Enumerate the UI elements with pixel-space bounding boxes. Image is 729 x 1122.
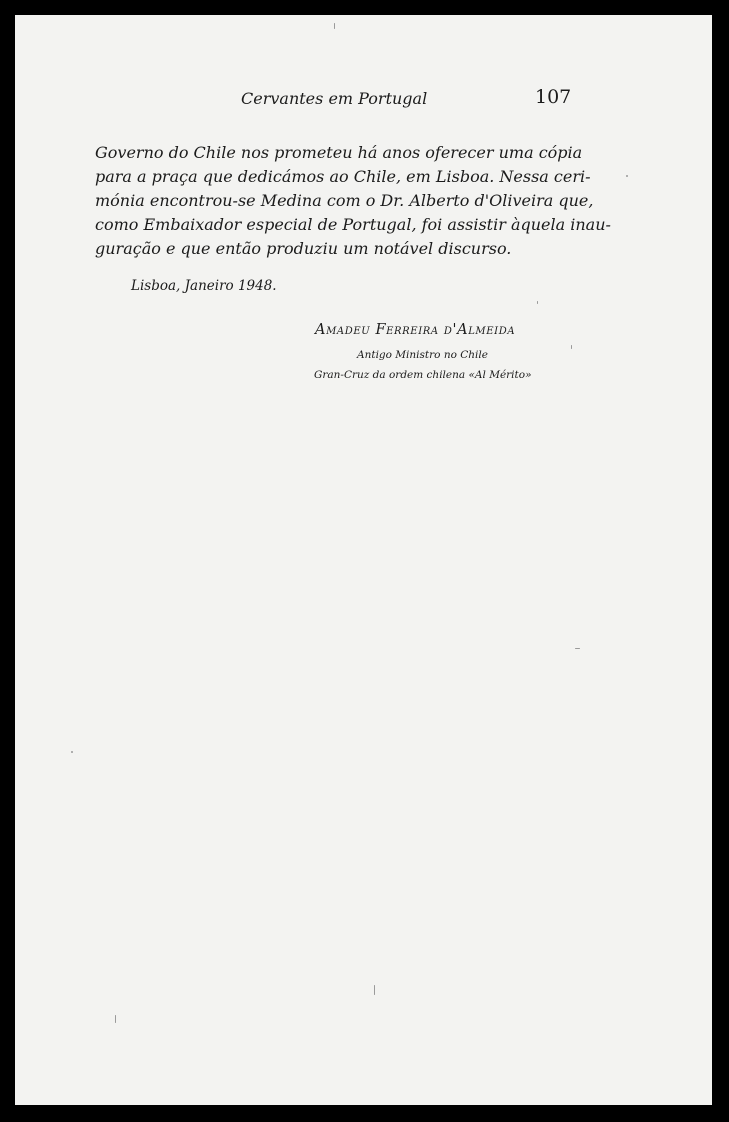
body-line: guração e que então produziu um notável discurso. <box>95 239 512 258</box>
scan-speck <box>374 985 375 995</box>
scan-speck <box>626 175 628 177</box>
document-page <box>15 15 712 1105</box>
body-line: Governo do Chile nos prometeu há anos oferecer uma cópia <box>95 143 583 162</box>
body-line: mónia encontrou-se Medina com o Dr. Alberto d'Oliveira que, <box>95 191 594 210</box>
body-paragraph <box>95 141 611 261</box>
body-line: para a praça que dedicámos ao Chile, em Lisboa. Nessa ceri- <box>95 167 591 186</box>
scan-speck <box>575 648 580 649</box>
running-title: Cervantes em Portugal <box>241 89 428 108</box>
running-head <box>15 86 712 113</box>
scan-speck <box>537 301 538 304</box>
scan-speck <box>115 1015 116 1023</box>
signature-name: Amadeu Ferreira d'Almeida <box>315 322 516 338</box>
dateline: Lisboa, Janeiro 1948. <box>131 278 277 294</box>
scan-speck <box>71 751 73 753</box>
signature-title-line: Gran-Cruz da ordem chilena «Al Mérito» <box>314 369 532 381</box>
scan-speck <box>571 345 572 349</box>
page-number: 107 <box>535 86 572 108</box>
signature-title-line: Antigo Ministro no Chile <box>357 349 488 361</box>
body-line: como Embaixador especial de Portugal, foi assistir àquela inau- <box>95 215 611 234</box>
scan-speck <box>334 23 335 29</box>
